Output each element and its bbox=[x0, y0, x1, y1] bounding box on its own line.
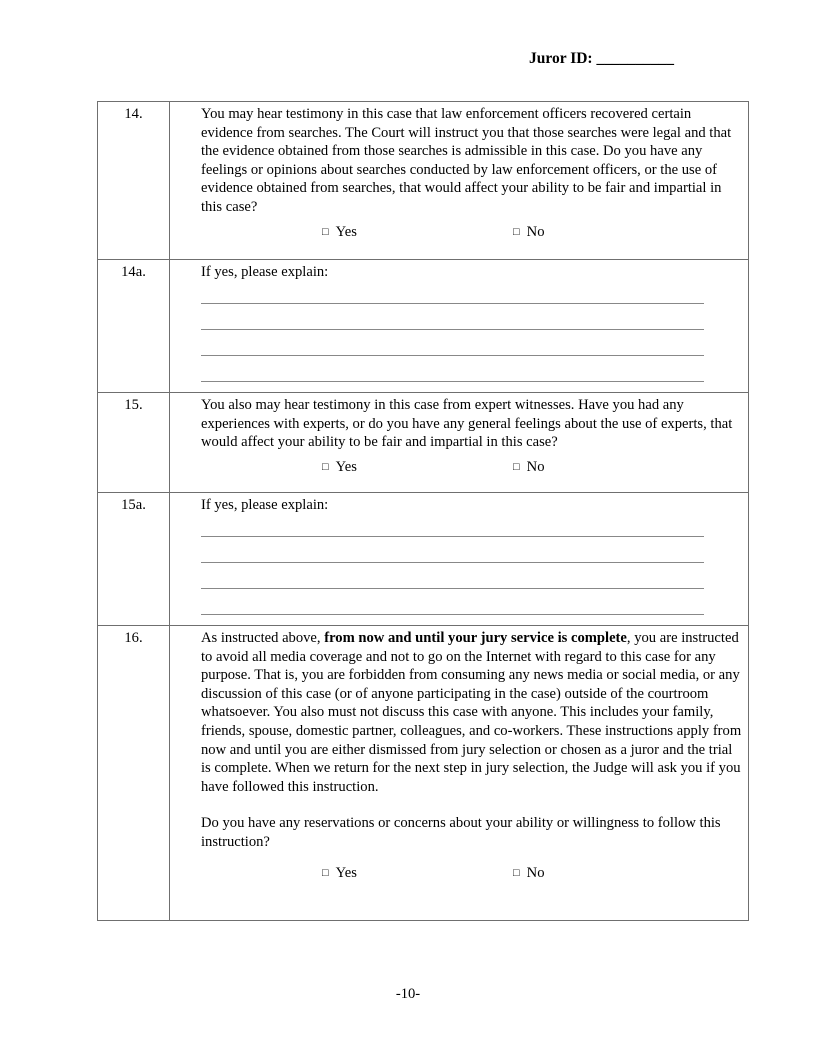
bold-emphasis: from now and until your jury service is complete bbox=[324, 630, 627, 646]
question-number: 15a. bbox=[98, 493, 170, 626]
yes-checkbox[interactable] bbox=[322, 458, 357, 478]
question-number: 16. bbox=[98, 626, 170, 921]
juror-id-blank[interactable]: __________ bbox=[596, 50, 674, 67]
checkbox-icon: □ bbox=[513, 460, 520, 473]
answer-line[interactable] bbox=[201, 330, 704, 356]
checkbox-icon: □ bbox=[322, 460, 329, 473]
checkbox-icon: □ bbox=[513, 225, 520, 238]
question-row-15 bbox=[98, 393, 749, 493]
answer-line[interactable] bbox=[201, 304, 704, 330]
no-label: No bbox=[526, 864, 545, 881]
no-checkbox[interactable] bbox=[513, 223, 545, 243]
yes-no-options bbox=[201, 223, 742, 245]
question-text: If yes, please explain: bbox=[201, 497, 329, 513]
answer-line[interactable] bbox=[201, 282, 704, 304]
checkbox-icon: □ bbox=[322, 225, 329, 238]
question-row-15a bbox=[98, 493, 749, 626]
answer-line[interactable] bbox=[201, 356, 704, 382]
question-number: 15. bbox=[98, 393, 170, 493]
answer-line[interactable] bbox=[201, 589, 704, 615]
checkbox-icon: □ bbox=[322, 866, 329, 879]
yes-label: Yes bbox=[335, 864, 357, 881]
question-row-14 bbox=[98, 102, 749, 260]
question-row-14a bbox=[98, 260, 749, 393]
yes-no-options bbox=[201, 458, 742, 480]
questionnaire-table bbox=[97, 101, 749, 921]
checkbox-icon: □ bbox=[513, 866, 520, 879]
no-label: No bbox=[526, 223, 545, 240]
yes-label: Yes bbox=[335, 223, 357, 240]
answer-line[interactable] bbox=[201, 515, 704, 537]
juror-id-label: Juror ID: bbox=[529, 50, 593, 67]
question-text: You may hear testimony in this case that law enforcement officers recovered certain evidence from searches. The Court will instruct you that those searches were legal and that the evidence obtained from those searches is admissible in this case. Do you have any feelings or opinions about searches conducted by law enforcement officers, or the use of evidence obtained from searches, that would affect your ability to be fair and impartial in this case? bbox=[201, 106, 732, 215]
follow-up-question: Do you have any reservations or concerns about your ability or willingness to follow this instruction? bbox=[201, 815, 721, 850]
yes-no-options bbox=[201, 864, 742, 886]
question-number: 14. bbox=[98, 102, 170, 260]
juror-id-field bbox=[529, 50, 674, 68]
question-row-16 bbox=[98, 626, 749, 921]
no-label: No bbox=[526, 458, 545, 475]
question-text bbox=[201, 629, 742, 796]
answer-line[interactable] bbox=[201, 537, 704, 563]
no-checkbox[interactable] bbox=[513, 864, 545, 884]
page-number: -10- bbox=[395, 986, 421, 1002]
question-text: If yes, please explain: bbox=[201, 264, 329, 280]
question-text: You also may hear testimony in this case from expert witnesses. Have you had any experiences with experts, or do you have any general feelings about the use of experts, that would affect your ability to be fair and impartial in this case? bbox=[201, 397, 733, 451]
no-checkbox[interactable] bbox=[513, 458, 545, 478]
yes-checkbox[interactable] bbox=[322, 864, 357, 884]
answer-line[interactable] bbox=[201, 563, 704, 589]
yes-checkbox[interactable] bbox=[322, 223, 357, 243]
text-segment: As instructed above, bbox=[201, 630, 325, 646]
question-number: 14a. bbox=[98, 260, 170, 393]
yes-label: Yes bbox=[335, 458, 357, 475]
text-segment: , you are instructed to avoid all media coverage and not to go on the Internet with regard to this case for any purpose. That is, you are forbidden from consuming any news media or social media, or any discussion of this case (or of anyone participating in the case) outside of the courtroom whatsoever. You also must not discuss this case with anyone. This includes your family, friends, spouse, domestic partner, colleagues, and co-workers. These instructions apply from now and until you are either dismissed from jury selection or chosen as a juror and the trial is complete. When we return for the next step in jury selection, the Judge will ask you if you have followed this instruction. bbox=[201, 630, 742, 795]
